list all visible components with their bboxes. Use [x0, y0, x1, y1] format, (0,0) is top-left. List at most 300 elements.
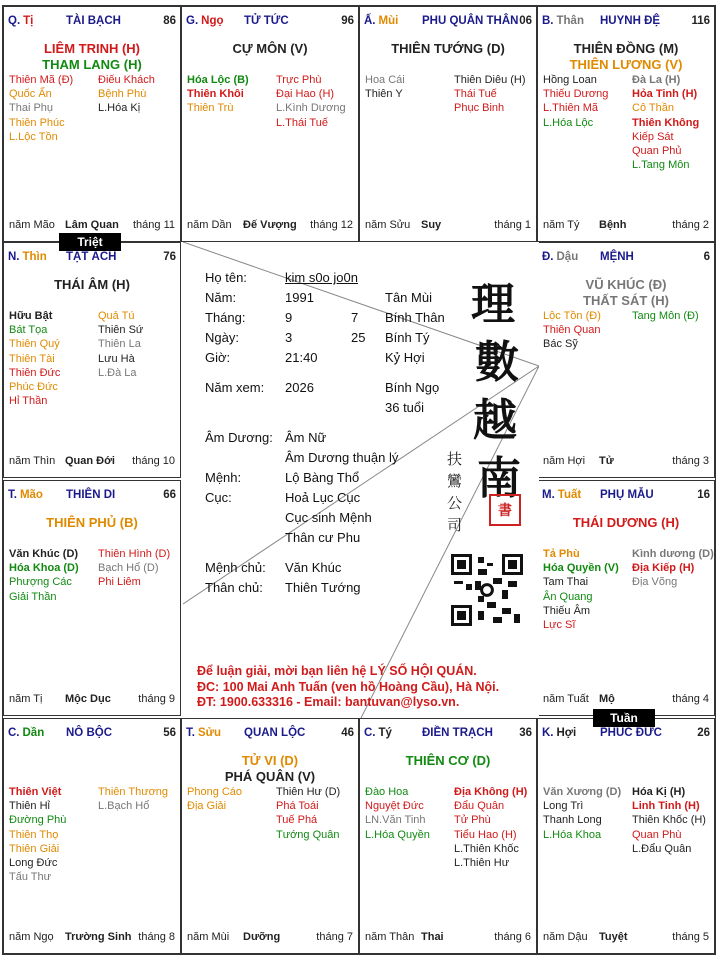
minor-star: Tấu Thư [9, 871, 52, 884]
palace-name: TẬT ÁCH [66, 251, 117, 263]
palace-number: 6 [703, 251, 710, 263]
earthly-branch: Tị [23, 15, 34, 27]
footer-year: năm Sửu [365, 219, 411, 231]
minor-star: Văn Khúc (D) [9, 548, 79, 560]
palace-header [8, 489, 176, 503]
minor-star: Địa Võng [632, 576, 678, 589]
year-canchi: Tân Mùi [385, 290, 432, 305]
minor-star: Thiên Hư (D) [276, 786, 341, 798]
minor-star: Tuế Phá [276, 814, 318, 827]
palace-number: 46 [341, 727, 354, 739]
left-minor-stars [9, 785, 97, 884]
right-minor-stars [632, 547, 714, 590]
footer-year: năm Ngọ [9, 931, 54, 943]
palace-name: TỬ TỨC [244, 15, 289, 27]
left-minor-stars [365, 73, 453, 101]
minor-star: Hóa Khoa (D) [9, 562, 79, 575]
heavenly-stem: K. [542, 727, 554, 739]
main-star: THIÊN ĐỒNG (M) [573, 41, 679, 56]
minor-star: Thiếu Dương [543, 88, 609, 101]
minor-star: Quan Phù [632, 828, 682, 841]
footer-phase: Trường Sinh [65, 931, 132, 943]
footer-month: tháng 3 [672, 455, 709, 467]
footer-year: năm Tị [9, 693, 43, 705]
footer-phase: Lâm Quan [65, 219, 119, 231]
palace-footer [9, 455, 175, 469]
palace-number: 36 [519, 727, 532, 739]
palace-location [542, 489, 581, 501]
year-value: 1991 [285, 290, 314, 305]
menh-chu-value: Văn Khúc [285, 560, 342, 575]
earthly-branch: Mão [19, 489, 43, 501]
than-chu-label: Thân chủ: [205, 580, 263, 595]
palace-name: THIÊN DI [66, 489, 116, 501]
minor-star: Lực Sĩ [543, 619, 576, 632]
minor-star: Địa Kiếp (H) [632, 562, 695, 575]
main-star: THAM LANG (H) [42, 57, 142, 72]
footer-month: tháng 1 [494, 219, 531, 231]
heavenly-stem: N. [8, 251, 20, 263]
cuc-label: Cục: [205, 490, 232, 505]
contact-line-2: ĐC: 100 Mai Anh Tuấn (ven hồ Hoàng Cầu), Hà Nội. [197, 679, 500, 694]
heavenly-stem: B. [542, 15, 554, 27]
triet-badge: Triệt [59, 233, 121, 251]
main-star: THÁI DƯƠNG (H) [572, 515, 680, 530]
menh-label: Mệnh: [205, 470, 242, 485]
palace-cell-dan [3, 718, 181, 954]
main-star: THIÊN PHỦ (B) [46, 515, 138, 530]
heavenly-stem: C. [364, 727, 376, 739]
minor-star: Thiên Không [632, 116, 700, 129]
right-minor-stars [454, 73, 536, 116]
minor-star: Quan Phủ [632, 145, 682, 158]
age-value: 36 tuổi [385, 400, 425, 415]
minor-star: L.Hóa Lộc [543, 116, 594, 129]
palace-cell-ty [3, 6, 181, 242]
minor-star: Hoa Cái [365, 74, 405, 86]
footer-phase: Đế Vượng [243, 219, 297, 231]
palace-footer [543, 455, 709, 469]
main-star: THIÊN LƯƠNG (V) [569, 57, 683, 72]
palace-location [542, 15, 584, 27]
right-minor-stars [98, 309, 180, 380]
contact-line-3: ĐT: 1900.633316 - Email: bantuvan@lyso.vn. [197, 695, 460, 709]
left-minor-stars [9, 547, 97, 604]
earthly-branch: Hợi [556, 727, 577, 739]
minor-star: Phong Cáo [187, 786, 243, 798]
main-stars [538, 277, 714, 309]
minor-star: Thiên Y [365, 88, 403, 101]
palace-cell-than [537, 6, 715, 242]
palace-location [364, 15, 398, 27]
cuc-value: Hoả Lục Cục [285, 490, 361, 505]
palace-header [364, 727, 532, 741]
center-panel [183, 242, 539, 718]
palace-location [8, 727, 44, 739]
minor-star: Thiên Diêu (H) [454, 74, 526, 86]
heavenly-stem: Q. [8, 15, 21, 27]
main-star: THIÊN CƠ (D) [405, 753, 491, 768]
palace-footer [365, 931, 531, 945]
minor-star: L.Tang Môn [632, 159, 690, 172]
minor-star: Bạch Hổ (D) [98, 562, 159, 575]
minor-star: Điếu Khách [98, 74, 155, 86]
minor-star: Lộc Tồn (Đ) [543, 310, 601, 322]
palace-header [364, 15, 532, 29]
minor-star: Thiên Khôi [187, 88, 244, 101]
callig-char-1: 理 [471, 279, 515, 330]
cuc-note: Cục sinh Mệnh [285, 510, 372, 525]
heavenly-stem: T. [8, 489, 17, 501]
main-star: TỬ VI (D) [241, 753, 299, 768]
minor-star: L.Đà La [98, 366, 137, 379]
footer-month: tháng 6 [494, 931, 531, 943]
right-minor-stars [454, 785, 536, 870]
minor-star: Thiên Quan [543, 324, 601, 337]
left-minor-stars [543, 73, 631, 130]
minor-star: Phúc Đức [9, 381, 58, 394]
palace-number: 96 [341, 15, 354, 27]
palace-location [542, 727, 576, 739]
am-duong-value: Âm Nữ [285, 430, 327, 445]
palace-footer [543, 219, 709, 233]
right-minor-stars [98, 73, 180, 116]
palace-cell-ngo [181, 6, 359, 242]
footer-phase: Quan Đới [65, 455, 115, 467]
heavenly-stem: T. [186, 727, 195, 739]
calligraphy-small: 扶鸞公司 [447, 450, 463, 534]
heavenly-stem: G. [186, 15, 199, 27]
main-stars [538, 41, 714, 73]
main-star: LIÊM TRINH (H) [43, 41, 141, 56]
footer-year: năm Thân [365, 931, 415, 943]
callig-char-4: 南 [477, 453, 521, 504]
minor-star: Thiên Mã (Đ) [9, 74, 74, 86]
day-canchi: Bính Tý [385, 330, 430, 345]
earthly-branch: Dậu [556, 251, 579, 263]
palace-header [542, 251, 710, 265]
palace-footer [9, 931, 175, 945]
palace-location [542, 251, 578, 263]
palace-name: ĐIỀN TRẠCH [422, 727, 493, 739]
minor-star: Thiên Khốc (H) [632, 814, 706, 827]
footer-month: tháng 9 [138, 693, 175, 705]
footer-month: tháng 8 [138, 931, 175, 943]
contact-line-1: Để luận giải, mời bạn liên hệ LÝ SỐ HỘI QUÁN. [197, 664, 477, 678]
hour-canchi: Kỷ Hợi [385, 350, 425, 365]
palace-location [8, 251, 47, 263]
palace-footer [9, 693, 175, 707]
palace-header [542, 489, 710, 503]
hour-value: 21:40 [285, 350, 318, 365]
palace-location [364, 727, 392, 739]
earthly-branch: Mùi [378, 15, 399, 27]
minor-star: Ân Quang [543, 590, 593, 603]
minor-star: Đại Hao (H) [276, 88, 335, 101]
minor-star: Long Trì [543, 800, 584, 813]
day-solar: 3 [285, 330, 293, 345]
minor-star: Thiên Đức [9, 366, 61, 379]
palace-footer [543, 931, 709, 945]
month-canchi: Bính Thân [385, 310, 445, 325]
minor-star: Linh Tinh (H) [632, 800, 700, 813]
minor-star: Lưu Hà [98, 352, 135, 365]
minor-star: Tướng Quân [276, 828, 340, 841]
menh-value: Lộ Bàng Thổ [285, 470, 360, 485]
month-label: Tháng: [205, 310, 246, 325]
earthly-branch: Thìn [22, 251, 47, 263]
footer-year: năm Dậu [543, 931, 588, 943]
minor-star: Đường Phù [9, 814, 67, 827]
footer-year: năm Thìn [9, 455, 56, 467]
footer-month: tháng 2 [672, 219, 709, 231]
hour-label: Giờ: [205, 350, 231, 365]
main-stars [360, 753, 536, 769]
palace-footer [187, 931, 353, 945]
minor-star: Cô Thần [632, 102, 674, 115]
view-year-value: 2026 [285, 380, 314, 395]
minor-star: Long Đức [9, 857, 58, 870]
palace-location [8, 15, 33, 27]
footer-month: tháng 10 [132, 455, 175, 467]
earthly-branch: Ngọ [201, 15, 224, 27]
minor-star: Trực Phù [276, 74, 322, 86]
minor-star: Bác Sỹ [543, 338, 578, 351]
earthly-branch: Thân [556, 15, 584, 27]
minor-star: Thiên Quý [9, 338, 60, 351]
footer-phase: Bệnh [599, 219, 627, 231]
minor-star: Phục Binh [454, 102, 505, 115]
palace-name: NÔ BỘC [66, 727, 112, 739]
right-minor-stars [276, 785, 358, 842]
minor-star: Thiên Thọ [9, 828, 59, 841]
earthly-branch: Sửu [197, 727, 221, 739]
earthly-branch: Dần [22, 727, 45, 739]
heavenly-stem: C. [8, 727, 20, 739]
palace-header [186, 727, 354, 741]
left-minor-stars [543, 785, 631, 842]
palace-cell-ti [359, 718, 537, 954]
main-stars [360, 41, 536, 57]
minor-star: Nguyệt Đức [365, 800, 424, 813]
right-minor-stars [276, 73, 358, 130]
minor-star: Thiên Hỉ [9, 800, 50, 813]
palace-location [186, 15, 224, 27]
palace-number: 06 [519, 15, 532, 27]
minor-star: L.Hóa Quyền [365, 828, 430, 841]
horoscope-chart [2, 5, 716, 955]
palace-number: 56 [163, 727, 176, 739]
minor-star: Phi Liêm [98, 576, 141, 589]
minor-star: L.Lộc Tồn [9, 130, 58, 143]
contact-block [197, 664, 499, 711]
palace-footer [187, 219, 353, 233]
minor-star: L.Thiên Hư [454, 857, 510, 870]
footer-year: năm Dần [187, 219, 232, 231]
minor-star: L.Đẩu Quân [632, 842, 692, 855]
minor-star: Hóa Quyền (V) [543, 562, 619, 575]
palace-footer [365, 219, 531, 233]
palace-name: PHỤ MẪU [600, 489, 654, 501]
right-minor-stars [632, 309, 714, 323]
palace-location [8, 489, 43, 501]
minor-star: Tang Môn (Đ) [632, 310, 699, 322]
main-star: VŨ KHÚC (Đ) [585, 277, 667, 292]
right-minor-stars [98, 547, 180, 590]
palace-header [8, 727, 176, 741]
palace-number: 86 [163, 15, 176, 27]
main-star: THÁI ÂM (H) [54, 277, 130, 292]
palace-header [8, 251, 176, 265]
menh-chu-label: Mệnh chủ: [205, 560, 266, 575]
minor-star: Phượng Các [9, 576, 72, 589]
palace-cell-dau [537, 242, 715, 478]
palace-number: 26 [697, 727, 710, 739]
minor-star: Văn Xương (D) [543, 786, 622, 798]
left-minor-stars [9, 73, 97, 144]
footer-month: tháng 7 [316, 931, 353, 943]
main-stars [4, 41, 180, 73]
minor-star: Thiên Thương [98, 786, 169, 798]
minor-star: Thiên La [98, 338, 141, 351]
view-year-label: Năm xem: [205, 380, 265, 395]
left-minor-stars [543, 309, 631, 352]
minor-star: Kình dương (D) [632, 548, 714, 560]
left-minor-stars [543, 547, 631, 632]
right-minor-stars [632, 73, 714, 172]
minor-star: L.Hóa Kị [98, 102, 141, 115]
footer-year: năm Tuất [543, 693, 589, 705]
minor-star: Địa Không (H) [454, 786, 528, 798]
minor-star: Thiên Trù [187, 102, 234, 115]
main-stars [182, 41, 358, 57]
minor-star: Địa Giải [187, 800, 227, 813]
palace-cell-mao [3, 480, 181, 716]
minor-star: Hỏa Tinh (H) [632, 88, 698, 101]
footer-year: năm Mùi [187, 931, 230, 943]
name-label: Họ tên: [205, 270, 247, 285]
palace-number: 66 [163, 489, 176, 501]
minor-star: Bệnh Phù [98, 88, 147, 101]
left-minor-stars [187, 73, 275, 116]
palace-name: PHÚC ĐỨC [600, 727, 662, 739]
palace-cell-thin [3, 242, 181, 478]
than-cu-note: Thân cư Phu [285, 530, 361, 545]
palace-footer [543, 693, 709, 707]
minor-star: LN.Văn Tinh [365, 814, 426, 827]
palace-cell-mui [359, 6, 537, 242]
main-star: PHÁ QUÂN (V) [224, 769, 316, 784]
palace-name: TÀI BẠCH [66, 15, 121, 27]
palace-cell-suu [181, 718, 359, 954]
minor-star: L.Thiên Khốc [454, 842, 519, 855]
footer-year: năm Mão [9, 219, 55, 231]
minor-star: Hỉ Thần [9, 395, 48, 408]
minor-star: Thái Tuế [454, 88, 497, 101]
month-lunar: 7 [351, 310, 359, 325]
minor-star: L.Thái Tuế [276, 116, 328, 129]
palace-header [186, 15, 354, 29]
name-value: kim s0o jo0n [285, 270, 358, 285]
heavenly-stem: Đ. [542, 251, 554, 263]
month-solar: 9 [285, 310, 293, 325]
minor-star: L.Hóa Khoa [543, 828, 602, 841]
palace-location [186, 727, 221, 739]
footer-year: năm Hợi [543, 455, 586, 467]
palace-header [542, 727, 710, 741]
right-minor-stars [98, 785, 180, 813]
palace-name: PHU QUÂN THÂN [422, 15, 519, 27]
earthly-branch: Tý [378, 727, 392, 739]
minor-star: Tiểu Hao (H) [454, 828, 517, 841]
footer-month: tháng 12 [310, 219, 353, 231]
minor-star: Tam Thai [543, 576, 589, 589]
main-stars [538, 515, 714, 531]
palace-cell-hoi [537, 718, 715, 954]
heavenly-stem: M. [542, 489, 555, 501]
palace-number: 16 [697, 489, 710, 501]
right-minor-stars [632, 785, 714, 856]
footer-month: tháng 11 [132, 219, 175, 231]
footer-phase: Tử [599, 455, 614, 467]
footer-month: tháng 5 [672, 931, 709, 943]
palace-number: 76 [163, 251, 176, 263]
palace-name: HUYNH ĐỆ [600, 15, 661, 27]
main-stars [4, 277, 180, 293]
minor-star: Thiên Hình (D) [98, 548, 171, 560]
minor-star: Bát Tọa [9, 324, 48, 337]
minor-star: Thiên Việt [9, 786, 62, 798]
footer-month: tháng 4 [672, 693, 709, 705]
am-duong-note: Âm Dương thuận lý [285, 450, 399, 465]
footer-phase: Dưỡng [243, 931, 281, 943]
minor-star: Hữu Bật [9, 310, 53, 322]
footer-phase: Tuyệt [599, 931, 628, 943]
minor-star: Thai Phụ [9, 102, 54, 115]
palace-header [8, 15, 176, 29]
main-star: THIÊN TƯỚNG (D) [391, 41, 505, 56]
minor-star: Phá Toái [276, 800, 319, 813]
left-minor-stars [365, 785, 453, 842]
palace-name: MỆNH [600, 251, 634, 263]
palace-name: QUAN LỘC [244, 727, 306, 739]
minor-star: Thiên Sứ [98, 324, 144, 337]
year-label: Năm: [205, 290, 237, 305]
minor-star: Hóa Lộc (B) [187, 74, 249, 86]
minor-star: Giải Thần [9, 590, 57, 603]
day-lunar: 25 [351, 330, 366, 345]
minor-star: Tả Phù [543, 548, 580, 560]
left-minor-stars [9, 309, 97, 408]
tuan-badge: Tuần [593, 709, 655, 727]
minor-star: Đà La (H) [632, 74, 681, 86]
qr-code-icon [451, 554, 523, 626]
palace-footer [9, 219, 175, 233]
minor-star: Thiên Tài [9, 352, 55, 365]
red-seal: 書 [489, 494, 521, 526]
earthly-branch: Tuất [557, 489, 582, 501]
minor-star: Đào Hoa [365, 786, 409, 798]
minor-star: L.Bạch Hổ [98, 800, 150, 813]
view-year-canchi: Bính Ngọ [385, 380, 440, 395]
minor-star: Kiếp Sát [632, 130, 674, 143]
day-label: Ngày: [205, 330, 239, 345]
footer-phase: Thai [421, 931, 444, 943]
left-minor-stars [187, 785, 275, 813]
palace-cell-tuat [537, 480, 715, 716]
minor-star: Hóa Kị (H) [632, 786, 686, 798]
minor-star: L.Kình Dương [276, 102, 346, 115]
